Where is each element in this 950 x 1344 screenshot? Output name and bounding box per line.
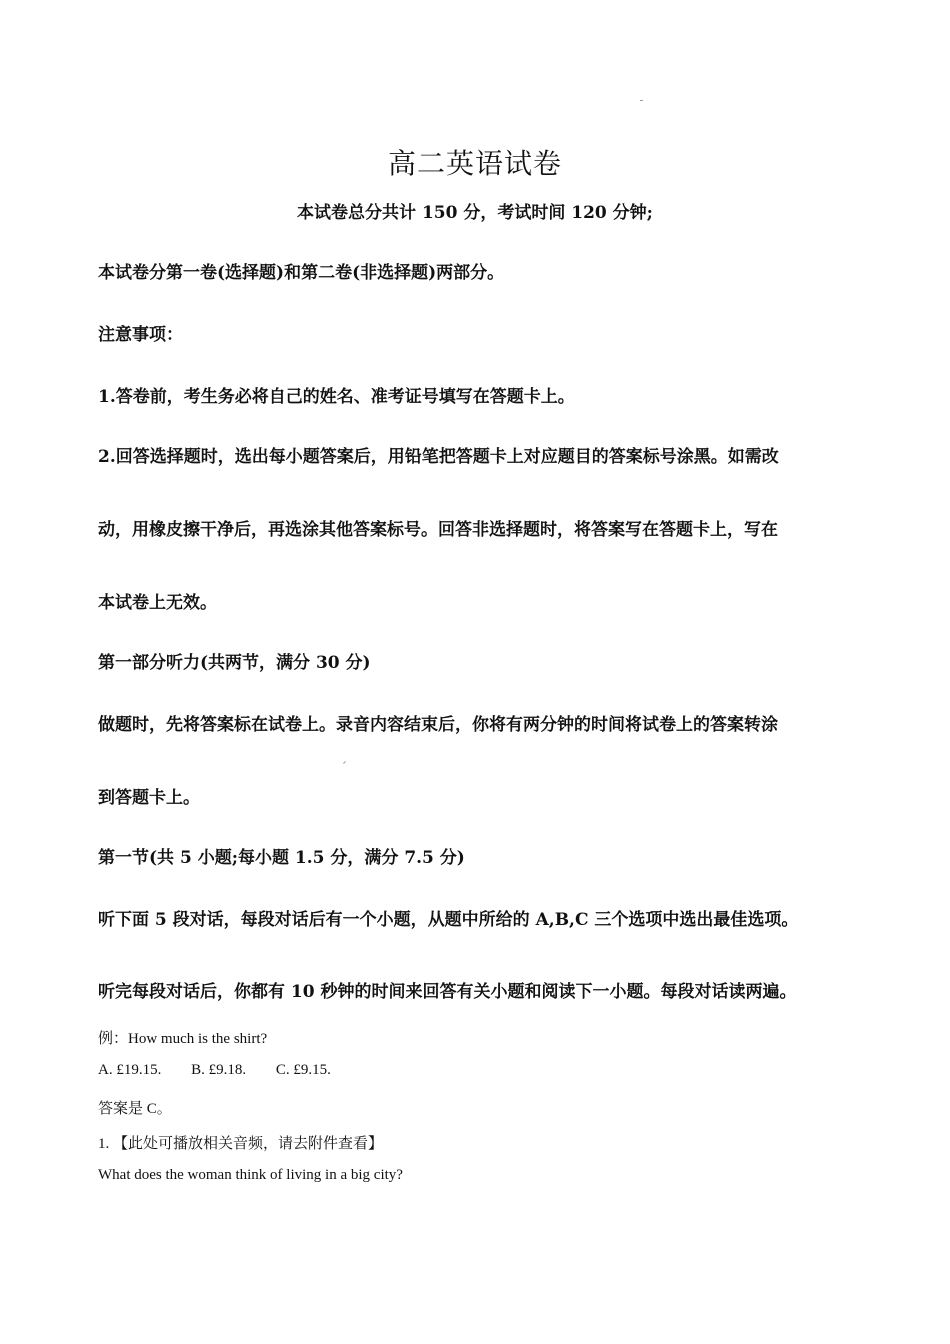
notice-item-1: 1.答卷前，考生务必将自己的姓名、准考证号填写在答题卡上。 <box>98 387 575 407</box>
example-option-a: A. £19.15. <box>98 1062 162 1078</box>
notice-item-2-line-1: 2.回答选择题时，选出每小题答案后，用铅笔把答题卡上对应题目的答案标号涂黑。如需改 <box>98 447 779 467</box>
example-options <box>98 1062 357 1079</box>
section1-instruction-line-1: 听下面 5 段对话，每段对话后有一个小题，从题中所给的 A,B,C 三个选项中选出最佳选项。 <box>98 910 799 930</box>
example-option-b: B. £9.18. <box>191 1062 247 1078</box>
question-1-audio-note: 1. 【此处可播放相关音频，请去附件查看】 <box>98 1136 384 1152</box>
notice-item-2-line-2: 动，用橡皮擦干净后，再选涂其他答案标号。回答非选择题时，将答案写在答题卡上，写在 <box>98 520 778 540</box>
section1-instruction-line-2: 听完每段对话后，你都有 10 秒钟的时间来回答有关小题和阅读下一小题。每段对话读两遍。 <box>98 982 797 1002</box>
section1-heading: 第一节(共 5 小题;每小题 1.5 分，满分 7.5 分) <box>98 848 465 868</box>
notice-heading: 注意事项： <box>98 325 183 345</box>
part1-instruction-line-1: 做题时，先将答案标在试卷上。录音内容结束后，你将有两分钟的时间将试卷上的答案转涂 <box>98 715 778 735</box>
part1-instruction-line-2: 到答题卡上。 <box>98 788 200 808</box>
part1-heading: 第一部分听力(共两节，满分 30 分) <box>98 653 371 673</box>
example-question: 例：How much is the shirt? <box>98 1031 268 1047</box>
page-title: 高二英语试卷 <box>387 147 562 180</box>
intro-text: 本试卷分第一卷(选择题)和第二卷(非选择题)两部分。 <box>98 263 505 283</box>
question-1-text: What does the woman think of living in a big city? <box>98 1167 403 1183</box>
notice-item-2-line-3: 本试卷上无效。 <box>98 593 217 613</box>
exam-info-subtitle: 本试卷总分共计 150 分，考试时间 120 分钟; <box>297 203 653 223</box>
example-answer: 答案是 C。 <box>98 1101 172 1117</box>
example-option-c: C. £9.15. <box>275 1062 331 1078</box>
scan-speck <box>640 100 643 101</box>
scan-speck <box>343 761 346 764</box>
